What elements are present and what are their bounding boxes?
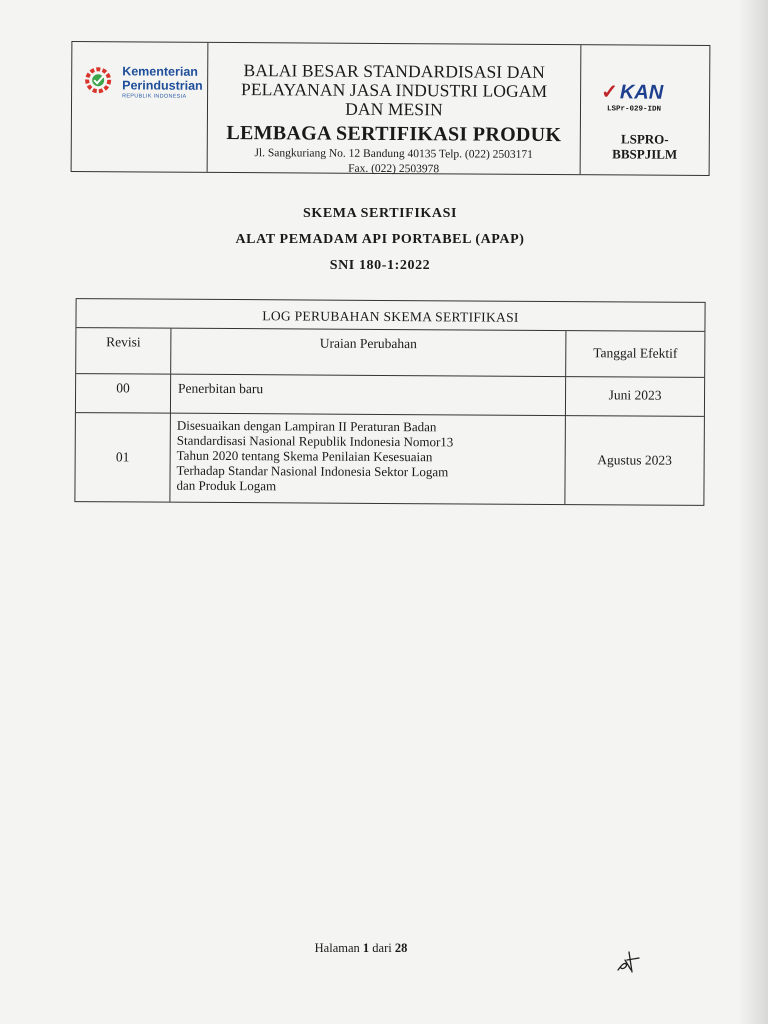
lspro-line-1: LSPRO- bbox=[620, 131, 669, 147]
kan-logo-text: KAN bbox=[619, 81, 664, 104]
change-log-caption: LOG PERUBAHAN SKEMA SERTIFIKASI bbox=[76, 299, 704, 332]
cell-effective-date: Agustus 2023 bbox=[565, 416, 704, 505]
document-header bbox=[71, 41, 711, 176]
address-line-2: Fax. (022) 2503978 bbox=[348, 162, 440, 176]
total-pages: 28 bbox=[394, 941, 408, 955]
page-number: 1 bbox=[362, 941, 370, 955]
organization-cell bbox=[208, 43, 582, 174]
description-line: Standardisasi Nasional Republik Indonesia Nomor13 bbox=[176, 432, 454, 450]
title-line-2: ALAT PEMADAM API PORTABEL (APAP) bbox=[235, 232, 525, 247]
change-log-grid bbox=[75, 328, 704, 505]
org-line-2: PELAYANAN JASA INDUSTRI LOGAM bbox=[240, 79, 548, 101]
description-line: dan Produk Logam bbox=[176, 477, 277, 494]
org-line-3: DAN MESIN bbox=[345, 98, 443, 120]
cell-revision: 00 bbox=[76, 374, 171, 414]
kan-logo bbox=[601, 79, 663, 104]
title-line-3: SNI 180-1:2022 bbox=[329, 258, 431, 273]
kemenperin-logo-sub: REPUBLIK INDONESIA bbox=[122, 93, 187, 100]
cell-description bbox=[170, 413, 566, 504]
header-revision: Revisi bbox=[76, 328, 171, 374]
kemenperin-name-line2: Perindustrian bbox=[122, 78, 203, 93]
address-line-1: Jl. Sangkuriang No. 12 Bandung 40135 Telp. (022) 2503171 bbox=[254, 147, 533, 161]
signature-initial-icon bbox=[615, 948, 643, 974]
page-word: Halaman bbox=[314, 941, 360, 955]
header-description: Uraian Perubahan bbox=[171, 329, 566, 377]
kan-accreditation-code: LSPr-029-IDN bbox=[606, 105, 662, 114]
change-log-table bbox=[74, 298, 705, 506]
lspro-code bbox=[581, 131, 709, 162]
lspro-line-2: BBSPJILM bbox=[612, 146, 678, 162]
table-row bbox=[76, 374, 704, 417]
kemenperin-logo-cell bbox=[72, 42, 209, 172]
kemenperin-gear-logo-icon bbox=[82, 64, 114, 96]
org-name: LEMBAGA SERTIFIKASI PRODUK bbox=[226, 121, 562, 147]
page-footer bbox=[0, 941, 722, 956]
kan-check-icon: ✓ bbox=[601, 81, 618, 104]
title-line-1: SKEMA SERTIFIKASI bbox=[302, 206, 458, 221]
header-effective-date: Tanggal Efektif bbox=[566, 331, 705, 377]
table-header-row bbox=[76, 328, 704, 377]
description-line: Terhadap Standar Nasional Indonesia Sektor Logam bbox=[176, 462, 449, 480]
org-line-1: BALAI BESAR STANDARDISASI DAN bbox=[243, 60, 546, 82]
kemenperin-name-line1: Kementerian bbox=[122, 64, 198, 79]
of-word: dari bbox=[372, 941, 392, 955]
description-line: Disesuaikan dengan Lampiran II Peraturan Badan bbox=[176, 417, 437, 435]
description-line: Tahun 2020 tentang Skema Penilaian Kesesuaian bbox=[176, 447, 433, 465]
cell-description: Penerbitan baru bbox=[170, 374, 565, 415]
kemenperin-logo-name bbox=[122, 64, 203, 92]
cell-effective-date: Juni 2023 bbox=[565, 377, 704, 417]
table-row bbox=[75, 413, 704, 505]
kan-cell bbox=[581, 45, 710, 175]
cell-revision: 01 bbox=[75, 413, 170, 502]
document-title bbox=[150, 207, 610, 285]
scan-edge-shadow bbox=[738, 0, 768, 1024]
